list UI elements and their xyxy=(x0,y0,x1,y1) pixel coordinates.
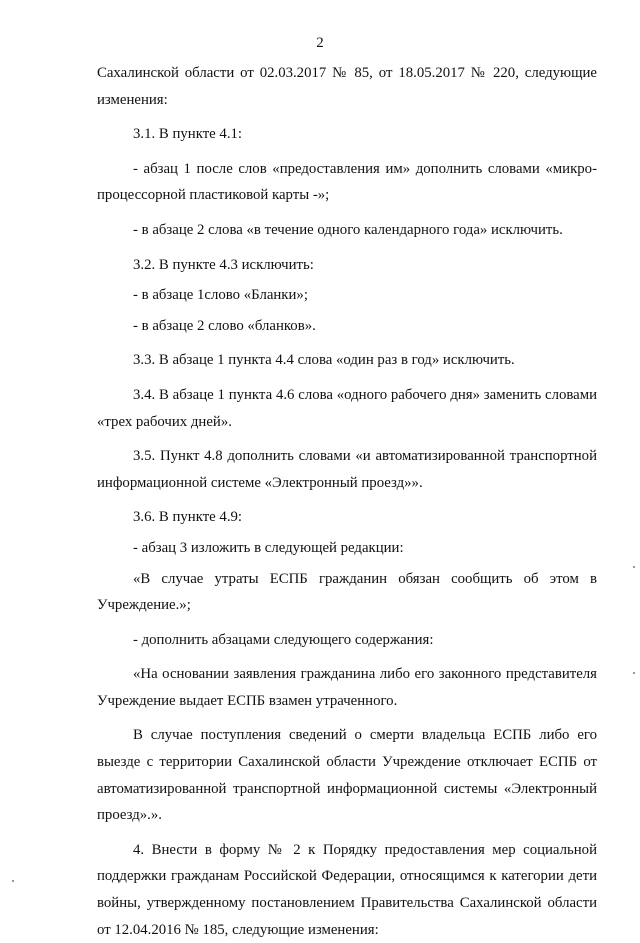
paragraph-quote-2: «На основании заявления гражданина либо его законного представителя Учреждение выдает ЕСПБ взамен утраченного. xyxy=(97,666,597,709)
paragraph-quote-1: «В случае утраты ЕСПБ гражданин обязан сообщить об этом в Учреждение.»; xyxy=(97,570,597,614)
paragraph-item-3-6-a: - абзац 3 изложить в следующей редакции: xyxy=(133,539,404,556)
paragraph-item-3-4: 3.4. В абзаце 1 пункта 4.6 слова «одного рабочего дня» заменить словами «трех рабочих дней». xyxy=(97,386,597,430)
paragraph-continuation: Сахалинской области от 02.03.2017 № 85, от 18.05.2017 № 220, следующие изменения: xyxy=(97,65,597,108)
paragraph-item-4: 4. Внести в форму № 2 к Порядку предоставления мер социальной поддержки гражданам Российской Федерации, относящимся к категории дети войны, утвержденному постановлением Правительства Сахалинской области от 12.04.2016 № 185, следующие изменения: xyxy=(97,841,597,938)
page-number: 2 xyxy=(316,35,324,51)
paragraph-quote-3: В случае поступления сведений о смерти владельца ЕСПБ либо его выезде с территории Сахалинской области Учреждение отключает ЕСПБ от автоматизированной транспортной информационной системы «Электронный проезд».». xyxy=(97,727,597,824)
scan-speck xyxy=(633,566,635,568)
paragraph-item-3-6-b: - дополнить абзацами следующего содержания: xyxy=(133,631,434,648)
paragraph-item-3-5: 3.5. Пункт 4.8 дополнить словами «и автоматизированной транспортной информационной системе «Электронный проезд»». xyxy=(97,448,597,491)
paragraph-item-3-1: 3.1. В пункте 4.1: xyxy=(133,126,243,143)
scan-speck xyxy=(633,672,635,674)
paragraph-item-3-2-a: - в абзаце 1слово «Бланки»; xyxy=(133,287,308,304)
paragraph-item-3-2-b: - в абзаце 2 слово «бланков». xyxy=(133,317,316,334)
paragraph-item-3-1-b: - в абзаце 2 слова «в течение одного календарного года» исключить. xyxy=(133,221,563,238)
document-body xyxy=(97,60,597,943)
paragraph-item-3-6: 3.6. В пункте 4.9: xyxy=(133,509,243,526)
scan-speck xyxy=(12,880,14,882)
paragraph-item-3-1-a: - абзац 1 после слов «предоставления им» дополнить словами «микро-процессорной пластиковой карты -»; xyxy=(97,160,597,204)
paragraph-item-3-3: 3.3. В абзаце 1 пункта 4.4 слова «один раз в год» исключить. xyxy=(133,352,515,369)
paragraph-item-3-2: 3.2. В пункте 4.3 исключить: xyxy=(133,256,314,273)
